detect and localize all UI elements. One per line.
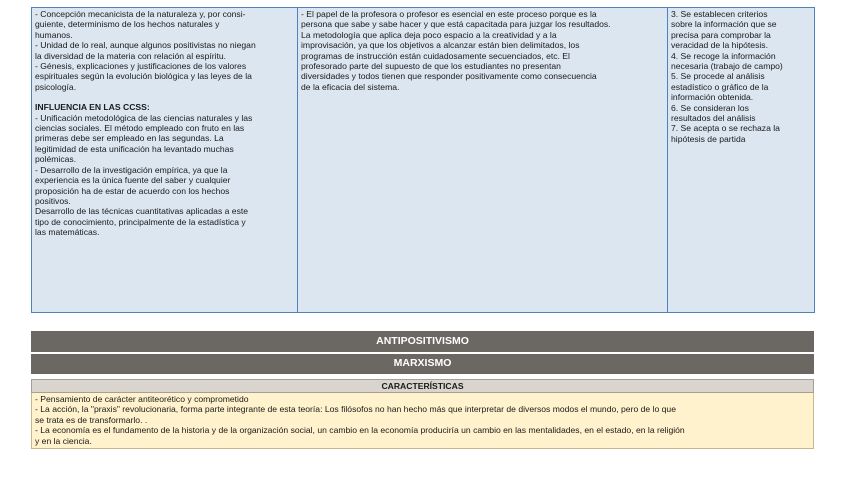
text-line: - La acción, la "praxis" revolucionaria, forma parte integrante de esta teoría: Los filósofos no han hecho más que interpretar de diversos modos el mundo, pero de lo que <box>35 404 676 415</box>
text-line: - La economía es el fundamento de la historia y de la organización social, un cambio en la economía produciría un cambio en las mentalidades, en el estado, en la religión <box>35 425 685 436</box>
spacer <box>35 92 294 102</box>
text-line: programas de instrucción están cuidadosamente secuenciados, etc. El <box>301 50 570 61</box>
text-line: primeras debe ser empleado en las segundas. La <box>35 133 224 144</box>
text-line: - Pensamiento de carácter antiteorético y comprometido <box>35 394 249 404</box>
text-line: Desarrollo de las técnicas cuantitativas aplicadas a este <box>35 206 249 217</box>
teacher-role-cell <box>298 8 668 313</box>
text-line: ciencias sociales. El método empleado con fruto en las <box>35 123 245 134</box>
text-line: - Concepción mecanicista de la naturaleza y, por consi- <box>35 9 246 19</box>
text-line: hipótesis de partida <box>671 133 746 144</box>
text-line: polémicas. <box>35 154 77 165</box>
text-line: 6. Se consideran los <box>671 102 749 113</box>
text-line: diversidades y todos tienen que responder positivamente como consecuencia <box>301 71 597 82</box>
text-line: precisa para comprobar la <box>671 29 771 40</box>
text-line: - Génesis, explicaciones y justificaciones de los valores <box>35 61 247 72</box>
text-line: 7. Se acepta o se rechaza la <box>671 123 780 134</box>
influence-list <box>35 113 294 238</box>
positivism-table <box>31 7 815 313</box>
text-line: y en la ciencia. <box>35 435 92 446</box>
principles-list <box>35 9 294 92</box>
text-line: psicología. <box>35 81 77 92</box>
text-line: legitimidad de esta unificación ha levantado muchas <box>35 143 234 154</box>
characteristics-header: CARACTERÍSTICAS <box>31 379 814 393</box>
characteristics-body <box>31 393 814 449</box>
section-title: ANTIPOSITIVISMO <box>31 331 814 352</box>
text-line: guiente, determinismo de los hechos naturales y <box>35 19 220 30</box>
text-line: resultados del análisis <box>671 113 756 124</box>
text-line: necesaria (trabajo de campo) <box>671 61 783 72</box>
text-line: La metodología que aplica deja poco espacio a la creatividad y a la <box>301 29 557 40</box>
text-line: - Unificación metodológica de las ciencias naturales y las <box>35 112 253 123</box>
text-line: improvisación, ya que los objetivos a alcanzar están bien delimitados, los <box>301 40 580 51</box>
text-line: de la eficacia del sistema. <box>301 81 400 92</box>
text-line: - Unidad de lo real, aunque algunos positivistas no niegan <box>35 40 256 51</box>
text-line: proposición ha de estar de acuerdo con los hechos <box>35 185 230 196</box>
text-line: persona que sabe y sabe hacer y que está capacitada para juzgar los resultados. <box>301 19 611 30</box>
text-line: - El papel de la profesora o profesor es esencial en este proceso porque es la <box>301 9 597 19</box>
text-line: - Desarrollo de la investigación empírica, ya que la <box>35 164 228 175</box>
antipositivism-section <box>31 331 814 449</box>
text-line: se trata es de transformarlo. . <box>35 414 148 425</box>
text-line: tipo de conocimiento, principalmente de la estadística y <box>35 216 246 227</box>
text-line: profesorado parte del supuesto de que los estudiantes no presentan <box>301 61 561 72</box>
text-line: positivos. <box>35 195 71 206</box>
text-line: información obtenida. <box>671 92 754 103</box>
text-line: la diversidad de la materia con relación al espíritu. <box>35 50 227 61</box>
text-line: experiencia es la única fuente del saber y cualquier <box>35 175 231 186</box>
text-line: humanos. <box>35 29 73 40</box>
text-line: estadístico o gráfico de la <box>671 81 769 92</box>
text-line: sobre la información que se <box>671 19 777 30</box>
text-line: veracidad de la hipótesis. <box>671 40 768 51</box>
text-line: 3. Se establecen criterios <box>671 9 768 19</box>
section-subtitle: MARXISMO <box>31 352 814 374</box>
influence-heading: INFLUENCIA EN LAS CCSS: <box>35 102 150 113</box>
text-line: 4. Se recoge la información <box>671 50 776 61</box>
text-line: espirituales según la evolución biológica y las leyes de la <box>35 71 252 82</box>
text-line: 5. Se procede al análisis <box>671 71 765 82</box>
principles-cell <box>32 8 298 313</box>
text-line: las matemáticas. <box>35 227 100 238</box>
method-steps-cell <box>668 8 815 313</box>
